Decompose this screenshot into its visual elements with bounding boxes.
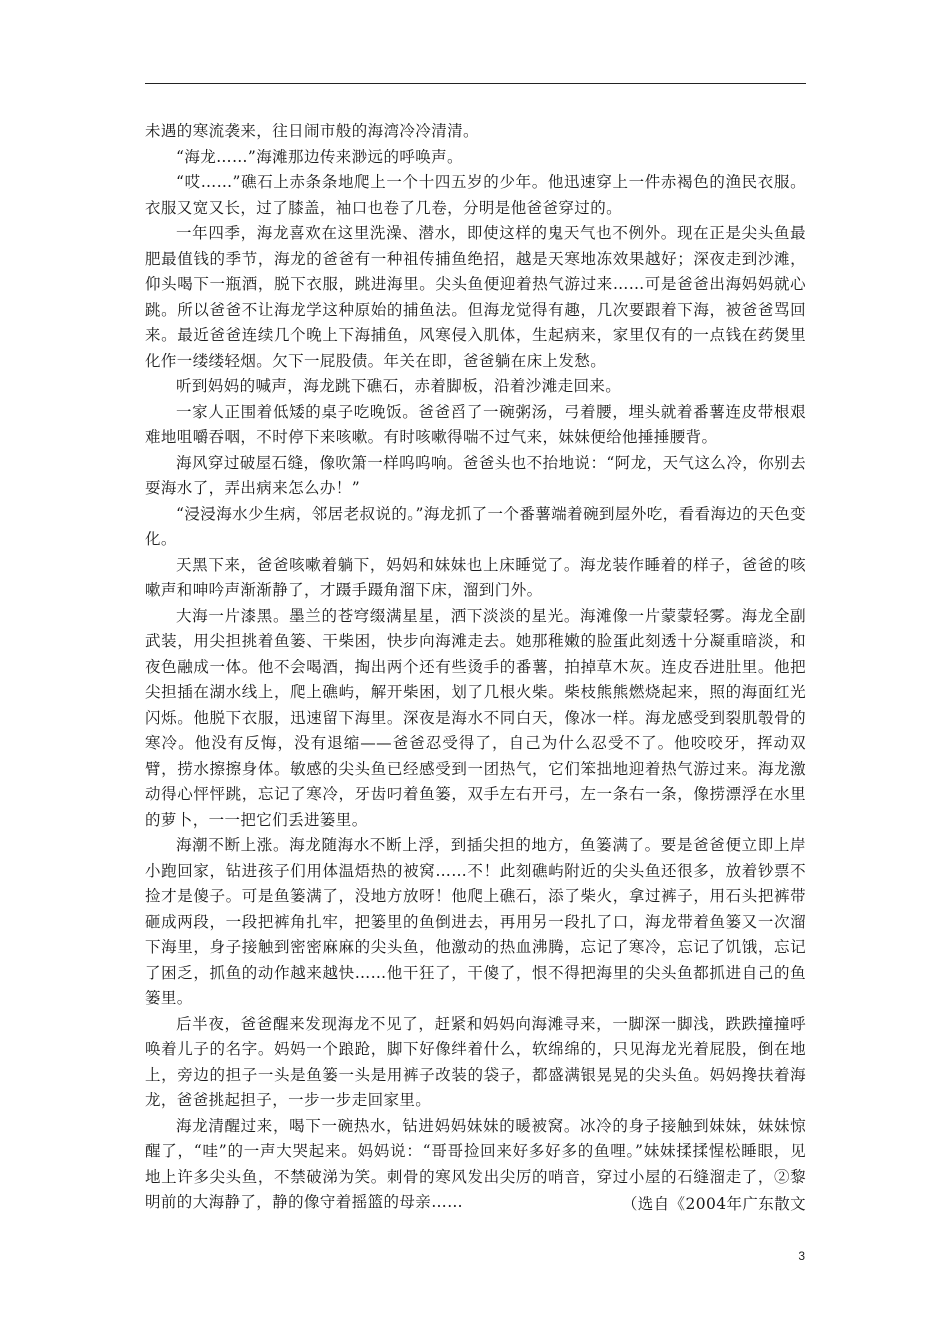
paragraph: 后半夜，爸爸醒来发现海龙不见了，赶紧和妈妈向海滩寻来，一脚深一脚浅，跌跌撞撞呼唤着儿子的名字。妈妈一个踉跄，脚下好像绊着什么，软绵绵的，只见海龙光着屁股，倒在地上，旁边的担子一头是鱼篓一头是用裤子改装的袋子，都盛满银晃晃的尖头鱼。妈妈搀扶着海龙，爸爸挑起担子，一步一步走回家里。	[145, 1014, 806, 1109]
paragraph: 海风穿过破屋石缝，像吹箫一样呜呜响。爸爸头也不抬地说：“阿龙，天气这么冷，你别去耍海水了，弄出病来怎么办！”	[145, 453, 806, 497]
paragraph: 未遇的寒流袭来，往日闹市般的海湾冷冷清清。	[145, 122, 479, 140]
article-body	[145, 119, 806, 1216]
paragraph: “哎……”礁石上赤条条地爬上一个十四五岁的少年。他迅速穿上一件赤褐色的渔民衣服。衣服又宽又长，过了膝盖，袖口也卷了几卷，分明是他爸爸穿过的。	[145, 173, 806, 217]
header-rule	[145, 83, 806, 84]
paragraph: 海潮不断上涨。海龙随海水不断上浮，到插尖担的地方，鱼篓满了。要是爸爸便立即上岸小跑回家，钻进孩子们用体温焐热的被窝……不！此刻礁屿附近的尖头鱼还很多，放着钞票不捡才是傻子。可是鱼篓满了，没地方放呀！他爬上礁石，添了柴火，拿过裤子，用石头把裤带砸成两段，一段把裤角扎牢，把篓里的鱼倒进去，再用另一段扎了口，海龙带着鱼篓又一次溜下海里，身子接触到密密麻麻的尖头鱼，他激动的热血沸腾，忘记了寒冷，忘记了饥饿，忘记了困乏，抓鱼的动作越来越快……他干狂了，干傻了，恨不得把海里的尖头鱼都抓进自己的鱼篓里。	[145, 836, 806, 1007]
paragraph: “浸浸海水少生病，邻居老叔说的。”海龙抓了一个番薯端着碗到屋外吃，看看海边的天色变化。	[145, 504, 806, 548]
page-number: 3	[798, 1249, 805, 1263]
paragraph: 大海一片漆黑。墨兰的苍穹缀满星星，洒下淡淡的星光。海滩像一片蒙蒙轻雾。海龙全副武装，用尖担挑着鱼篓、干柴困，快步向海滩走去。她那稚嫩的脸蛋此刻透十分凝重暗淡，和夜色融成一体。他不会喝酒，掏出两个还有些烫手的番薯，拍掉草木灰。连皮吞进肚里。他把尖担插在湖水线上，爬上礁屿，解开柴困，划了几根火柴。柴枝熊熊燃烧起来，照的海面红光闪烁。他脱下衣服，迅速留下海里。深夜是海水不同白天，像冰一样。海龙感受到裂肌彀骨的寒冷。他没有反悔，没有退缩——爸爸忍受得了，自己为什么忍受不了。他咬咬牙，挥动双臂，捞水擦擦身体。敏感的尖头鱼已经感受到一团热气，它们笨拙地迎着热气游过来。海龙激动得心怦怦跳，忘记了寒冷，牙齿叼着鱼篓，双手左右开弓，左一条右一条，像捞漂浮在水里的萝卜，一一把它们丢进篓里。	[145, 606, 806, 829]
paragraph: 一家人正围着低矮的桌子吃晚饭。爸爸舀了一碗粥汤，弓着腰，埋头就着番薯连皮带根艰难地咀嚼吞咽，不时停下来咳嗽。有时咳嗽得喘不过气来，妹妹便给他捶捶腰背。	[145, 402, 806, 446]
paragraph: 天黑下来，爸爸咳嗽着躺下，妈妈和妹妹也上床睡觉了。海龙装作睡着的样子，爸爸的咳嗽声和呻吟声渐渐静了，才蹑手蹑角溜下床，溜到门外。	[145, 555, 806, 599]
paragraph: “海龙……”海滩那边传来渺远的呼唤声。	[176, 147, 463, 166]
paragraph: 听到妈妈的喊声，海龙跳下礁石，赤着脚板，沿着沙滩走回来。	[176, 377, 622, 395]
paragraph: 海龙清醒过来，喝下一碗热水，钻进妈妈妹妹的暖被窝。冰冷的身子接触到妹妹，妹妹惊醒了，“哇”的一声大哭起来。妈妈说：“哥哥捡回来好多好多的鱼哩。”妹妹揉揉惺松睡眼，见地上许多尖头鱼，不禁破涕为笑。刺骨的寒风发出尖厉的哨音，穿过小屋的石缝溜走了，②黎明前的大海静了，静的像守着摇篮的母亲……	[145, 1116, 806, 1211]
paragraph: 一年四季，海龙喜欢在这里洗澡、潜水，即使这样的鬼天气也不例外。现在正是尖头鱼最肥最值钱的季节，海龙的爸爸有一种祖传捕鱼绝招，越是天寒地冻效果越好；深夜走到沙滩，仰头喝下一瓶酒，脱下衣服，跳进海里。尖头鱼便迎着热气游过来……可是爸爸出海妈妈就心跳。所以爸爸不让海龙学这种原始的捕鱼法。但海龙觉得有趣，几次要跟着下海，被爸爸骂回来。最近爸爸连续几个晚上下海捕鱼，风寒侵入肌体，生起病来，家里仅有的一点钱在药煲里化作一缕缕轻烟。欠下一屁股债。年关在即，爸爸躺在床上发愁。	[145, 224, 806, 370]
source-note: （选自《2004年广东散文	[621, 1195, 806, 1213]
